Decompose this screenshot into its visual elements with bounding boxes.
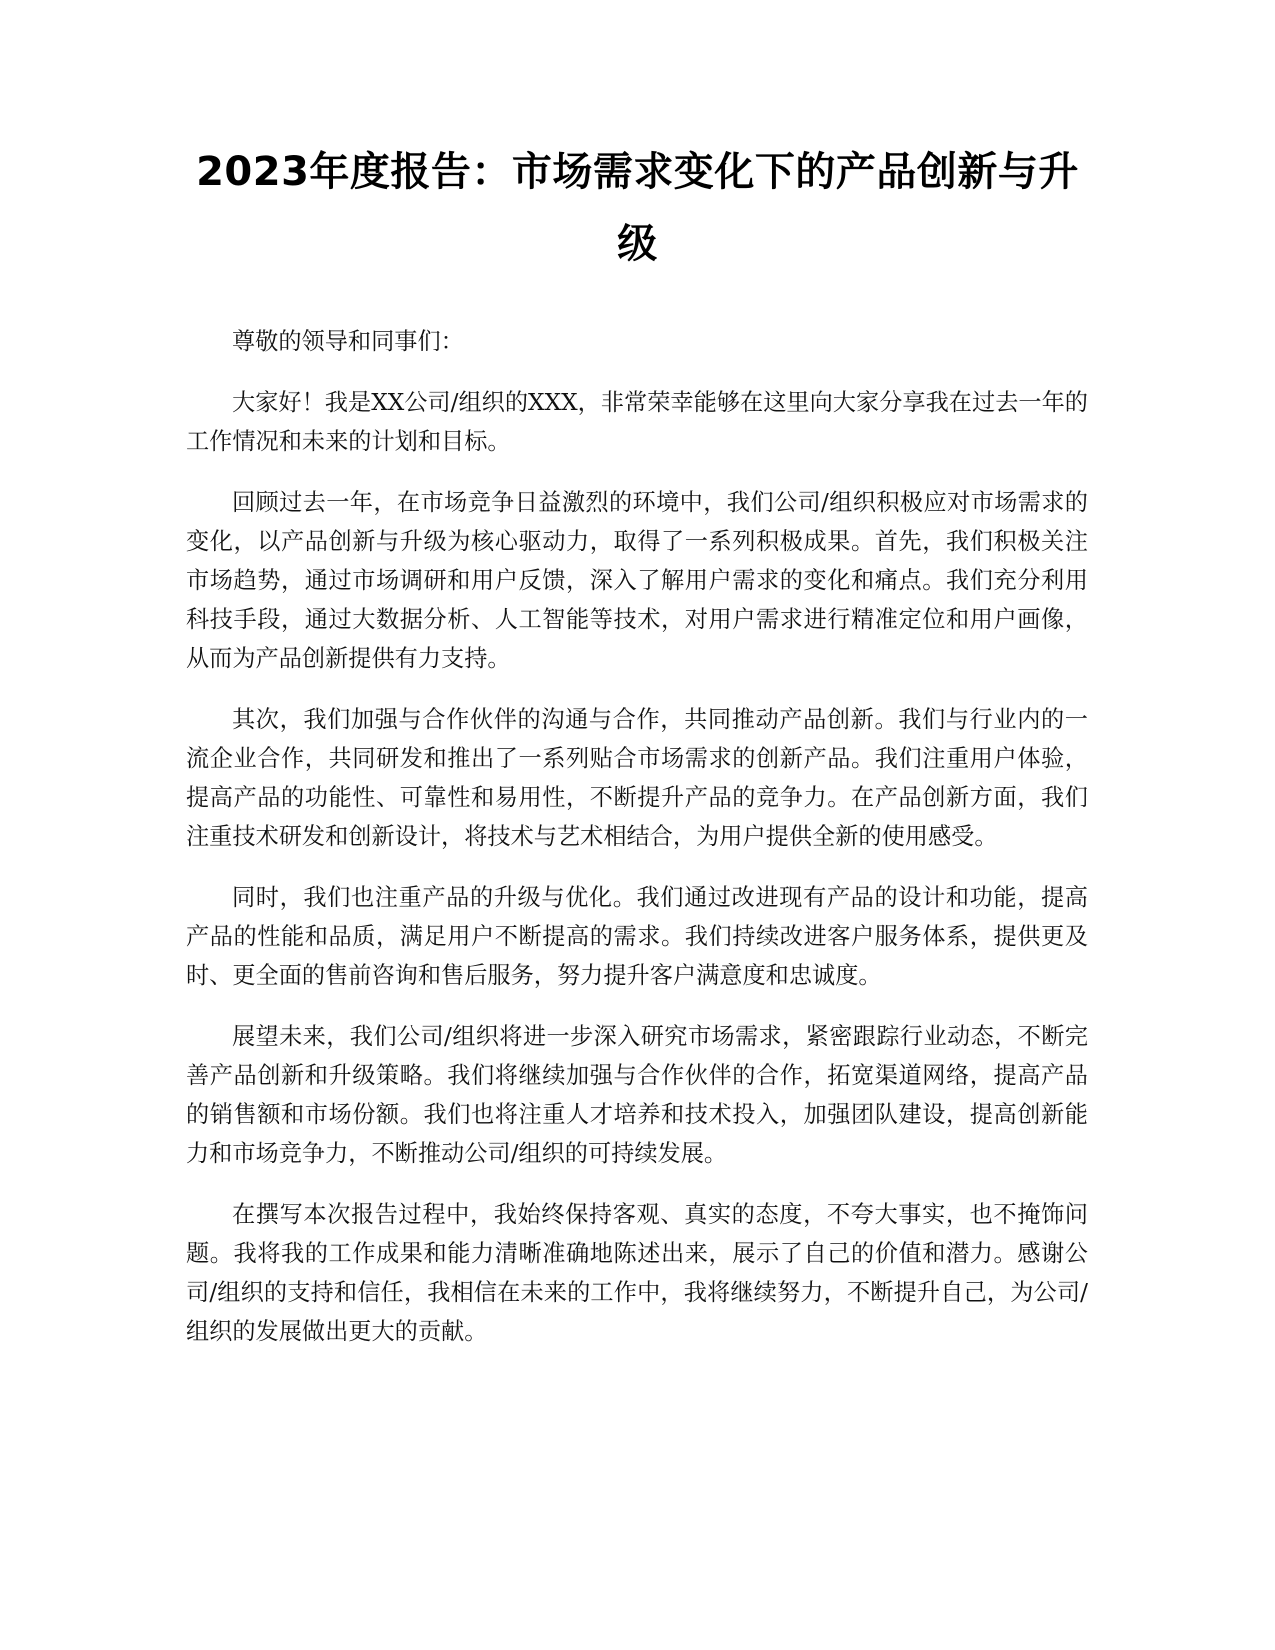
document-body [186,322,1088,1373]
paragraph-cooperation: 其次，我们加强与合作伙伴的沟通与合作，共同推动产品创新。我们与行业内的一流企业合作，共同研发和推出了一系列贴合市场需求的创新产品。我们注重用户体验，提高产品的功能性、可靠性和易用性，不断提升产品的竞争力。在产品创新方面，我们注重技术研发和创新设计，将技术与艺术相结合，为用户提供全新的使用感受。 [186,706,1088,850]
document-title: 2023年度报告：市场需求变化下的产品创新与升级 [196,149,1079,267]
paragraph-closing: 在撰写本次报告过程中，我始终保持客观、真实的态度，不夸大事实，也不掩饰问题。我将我的工作成果和能力清晰准确地陈述出来，展示了自己的价值和潜力。感谢公司/组织的支持和信任，我相信在未来的工作中，我将继续努力，不断提升自己，为公司/组织的发展做出更大的贡献。 [186,1201,1088,1345]
paragraph-review: 回顾过去一年，在市场竞争日益激烈的环境中，我们公司/组织积极应对市场需求的变化，以产品创新与升级为核心驱动力，取得了一系列积极成果。首先，我们积极关注市场趋势，通过市场调研和用户反馈，深入了解用户需求的变化和痛点。我们充分利用科技手段，通过大数据分析、人工智能等技术，对用户需求进行精准定位和用户画像，从而为产品创新提供有力支持。 [186,489,1088,672]
paragraph-outlook: 展望未来，我们公司/组织将进一步深入研究市场需求，紧密跟踪行业动态，不断完善产品创新和升级策略。我们将继续加强与合作伙伴的合作，拓宽渠道网络，提高产品的销售额和市场份额。我们也将注重人才培养和技术投入，加强团队建设，提高创新能力和市场竞争力，不断推动公司/组织的可持续发展。 [186,1023,1088,1167]
paragraph-greeting: 大家好！我是XX公司/组织的XXX，非常荣幸能够在这里向大家分享我在过去一年的工作情况和未来的计划和目标。 [186,389,1088,455]
paragraph-upgrade: 同时，我们也注重产品的升级与优化。我们通过改进现有产品的设计和功能，提高产品的性能和品质，满足用户不断提高的需求。我们持续改进客户服务体系，提供更及时、更全面的售前咨询和售后服务，努力提升客户满意度和忠诚度。 [186,884,1088,989]
salutation: 尊敬的领导和同事们： [232,328,464,355]
